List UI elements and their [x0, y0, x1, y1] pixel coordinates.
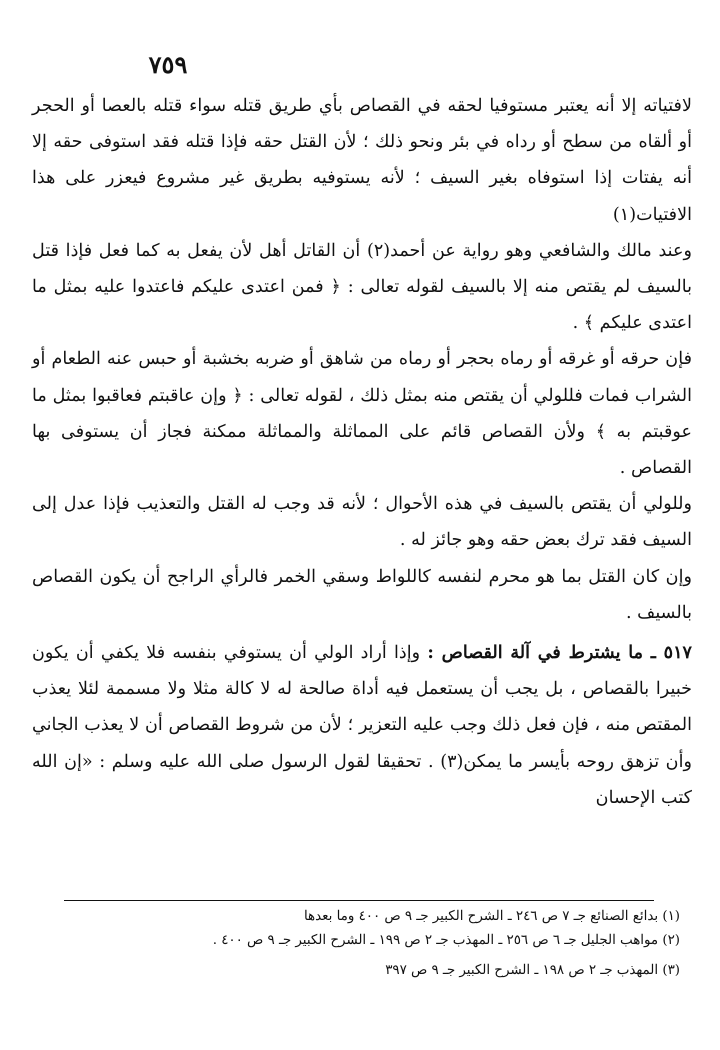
section-paragraph: [32, 635, 692, 816]
footnote-divider: [64, 900, 654, 901]
footnotes: [50, 905, 680, 983]
section-heading: ٥١٧ ـ ما يشترط في آلة القصاص :: [427, 642, 692, 664]
section-text: وإذا أراد الولي أن يستوفي بنفسه فلا يكفي أن يكون خبيرا بالقصاص ، بل يجب أن يستعمل فيه أداة صالحة له لا كالة مثلا ولا مسممة لئلا يعذب المقتص منه ، فإن فعل ذلك وجب عليه التعزير ؛ لأن من شروط القصاص أن لا يعذب الجاني وأن تزهق روحه بأيسر ما يمكن(٣) . تحقيقا لقول الرسول صلى الله عليه وسلم : «إن الله كتب الإحسان: [32, 643, 692, 808]
footnote: (٣) المهذب جـ ٢ ص ١٩٨ ـ الشرح الكبير جـ ٩ ص ٣٩٧: [385, 963, 680, 978]
page-number: ٧٥٩: [148, 50, 188, 79]
paragraph: وعند مالك والشافعي وهو رواية عن أحمد(٢) أن القاتل أهل لأن يفعل به كما فعل فإذا قتل بالسيف لم يقتص منه إلا بالسيف لقوله تعالى : ﴿ فمن اعتدى عليكم فاعتدوا عليه بمثل ما اعتدى عليكم ﴾ .: [32, 240, 692, 334]
paragraph: لافتياته إلا أنه يعتبر مستوفيا لحقه في القصاص بأي طريق قتله سواء قتله بالعصا أو الحجر أو ألقاه من سطح أو رداه في بئر ونحو ذلك ؛ لأن القتل حقه فإذا قتله فقد استوفى حقه إلا أنه يفتات إذا استوفاه بغير السيف ؛ لأنه يستوفيه بطريق غير مشروع فيعزر على هذا الافتيات(١): [32, 96, 692, 225]
paragraph: فإن حرقه أو غرقه أو رماه بحجر أو رماه من شاهق أو ضربه بخشبة أو حبس عنه الطعام أو الشراب فمات فللولي أن يقتص منه بمثل ذلك ، لقوله تعالى : ﴿ وإن عاقبتم فعاقبوا بمثل ما عوقبتم به ﴾ ولأن القصاص قائم على المماثلة والمماثلة ممكنة فجاز أن يستوفى بها القصاص .: [32, 349, 692, 479]
paragraph: وللولي أن يقتص بالسيف في هذه الأحوال ؛ لأنه قد وجب له القتل والتعذيب فإذا عدل إلى السيف فقد ترك بعض حقه وهو جائز له .: [32, 494, 692, 551]
footnote: (١) بدائع الصنائع جـ ٧ ص ٢٤٦ ـ الشرح الكبير جـ ٩ ص ٤٠٠ وما بعدها: [303, 909, 680, 924]
footnote: (٢) مواهب الجليل جـ ٦ ص ٢٥٦ ـ المهذب جـ ٢ ص ١٩٩ ـ الشرح الكبير جـ ٩ ص ٤٠٠ .: [212, 932, 680, 948]
paragraph: وإن كان القتل بما هو محرم لنفسه كاللواط وسقي الخمر فالرأي الراجح أن يكون القصاص بالسيف .: [32, 566, 692, 623]
main-text: [32, 88, 692, 816]
